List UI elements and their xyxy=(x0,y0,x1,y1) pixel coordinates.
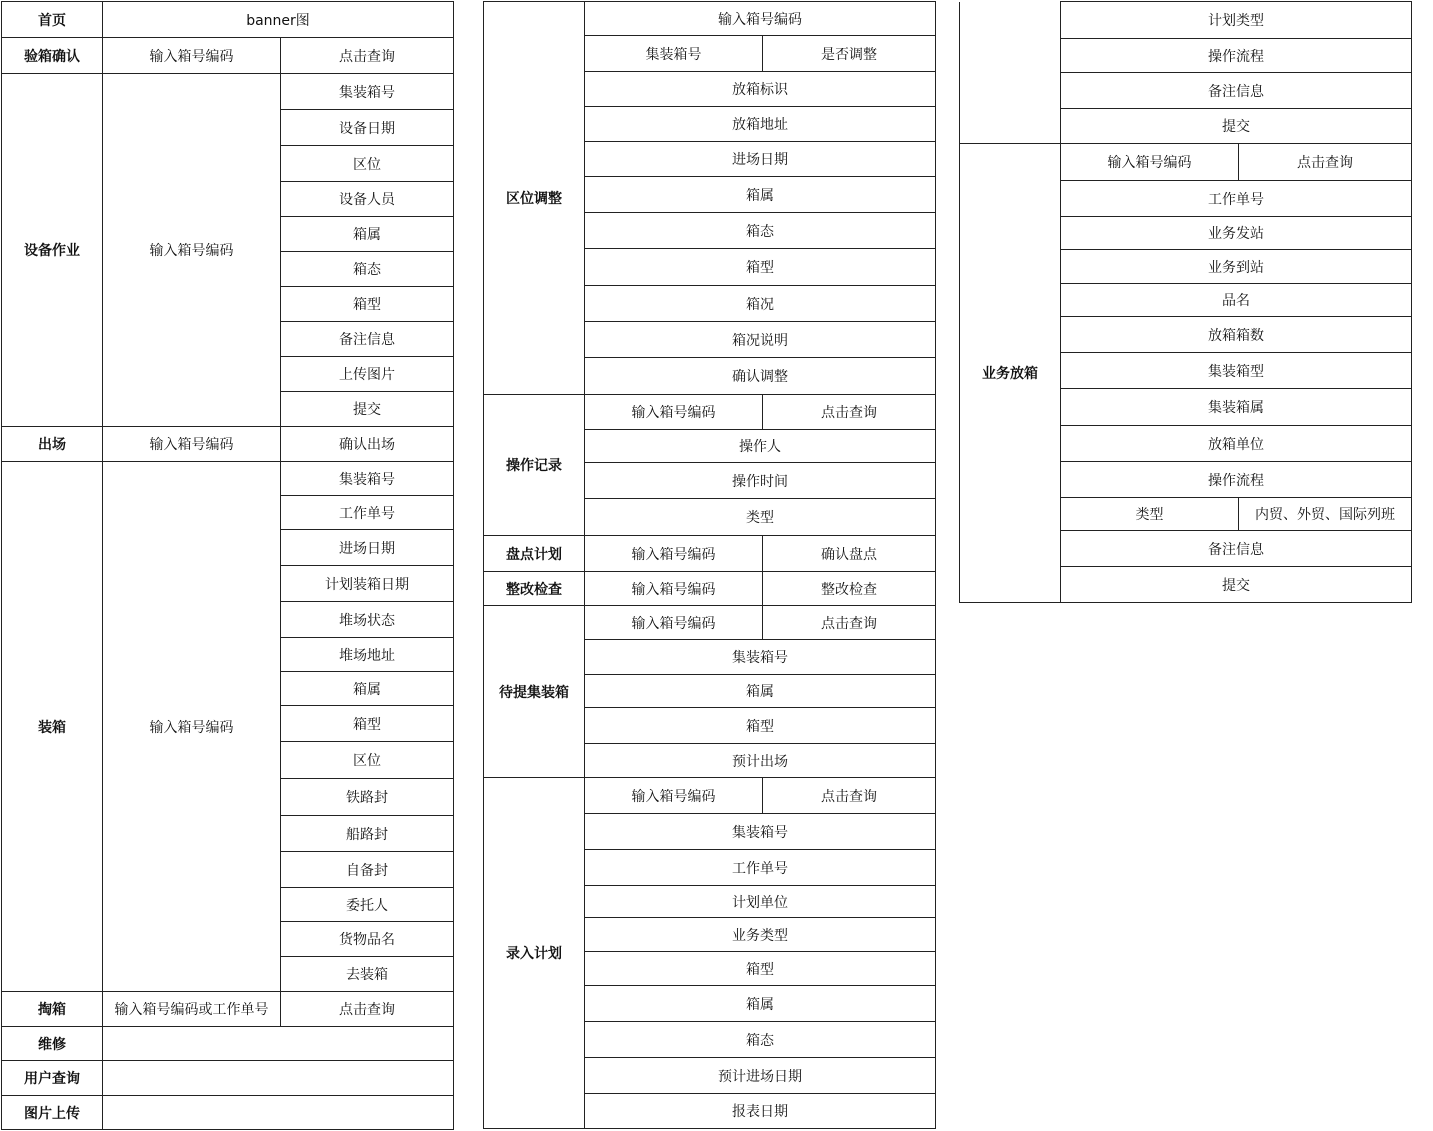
adjust-field: 箱况 xyxy=(585,286,936,322)
adjust-field: 箱型 xyxy=(585,249,936,286)
unload-label: 掏箱 xyxy=(2,992,103,1027)
equip-submit-button[interactable]: 提交 xyxy=(281,392,454,427)
equip-field: 设备日期 xyxy=(281,110,454,146)
verify-query-button[interactable]: 点击查询 xyxy=(281,38,454,74)
release-field: 业务到站 xyxy=(1061,250,1412,284)
equip-field: 箱态 xyxy=(281,252,454,287)
plan-input[interactable]: 输入箱号编码 xyxy=(585,778,763,814)
adjust-confirm-button[interactable]: 确认调整 xyxy=(585,358,936,395)
adjust-field: 放箱地址 xyxy=(585,107,936,142)
pickup-field: 预计出场 xyxy=(585,744,936,778)
image-upload-label[interactable]: 图片上传 xyxy=(2,1096,103,1130)
load-field: 铁路封 xyxy=(281,779,454,816)
load-field: 委托人 xyxy=(281,888,454,922)
plan-field-cont: 备注信息 xyxy=(1061,73,1412,109)
equip-field: 箱属 xyxy=(281,217,454,252)
equip-label: 设备作业 xyxy=(2,74,103,427)
adjust-input[interactable]: 输入箱号编码 xyxy=(585,2,936,36)
load-field: 船路封 xyxy=(281,816,454,852)
release-type-value[interactable]: 内贸、外贸、国际列班 xyxy=(1239,498,1412,531)
stock-confirm-button[interactable]: 确认盘点 xyxy=(763,536,936,572)
release-field: 工作单号 xyxy=(1061,181,1412,217)
adjust-field: 箱况说明 xyxy=(585,322,936,358)
equip-field: 设备人员 xyxy=(281,182,454,217)
adjust-field: 放箱标识 xyxy=(585,72,936,107)
oplog-field: 操作人 xyxy=(585,430,936,463)
load-field: 箱型 xyxy=(281,706,454,742)
plan-field: 计划单位 xyxy=(585,886,936,918)
pickup-field: 箱型 xyxy=(585,708,936,744)
adjust-field: 箱属 xyxy=(585,177,936,213)
release-type-label: 类型 xyxy=(1061,498,1239,531)
release-field: 备注信息 xyxy=(1061,531,1412,567)
plan-field: 工作单号 xyxy=(585,850,936,886)
load-field: 工作单号 xyxy=(281,496,454,530)
load-field: 箱属 xyxy=(281,672,454,706)
release-field: 放箱单位 xyxy=(1061,426,1412,462)
rectify-label: 整改检查 xyxy=(484,572,585,606)
module-table-middle xyxy=(483,1,936,1129)
plan-field: 业务类型 xyxy=(585,918,936,952)
release-field: 集装箱型 xyxy=(1061,353,1412,389)
equip-field: 集装箱号 xyxy=(281,74,454,110)
pickup-field: 集装箱号 xyxy=(585,640,936,675)
oplog-field: 类型 xyxy=(585,499,936,536)
repair-content xyxy=(103,1027,454,1061)
oplog-input[interactable]: 输入箱号编码 xyxy=(585,395,763,430)
release-field: 业务发站 xyxy=(1061,217,1412,250)
load-field: 进场日期 xyxy=(281,530,454,566)
release-query-button[interactable]: 点击查询 xyxy=(1239,144,1412,181)
exit-confirm-button[interactable]: 确认出场 xyxy=(281,427,454,462)
release-label: 业务放箱 xyxy=(960,144,1061,603)
oplog-query-button[interactable]: 点击查询 xyxy=(763,395,936,430)
plan-field: 箱态 xyxy=(585,1022,936,1058)
plan-field: 预计进场日期 xyxy=(585,1058,936,1094)
module-table-right xyxy=(959,1,1412,603)
user-query-label[interactable]: 用户查询 xyxy=(2,1061,103,1096)
stock-input[interactable]: 输入箱号编码 xyxy=(585,536,763,572)
oplog-label: 操作记录 xyxy=(484,395,585,536)
equip-input[interactable]: 输入箱号编码 xyxy=(103,74,281,427)
release-field: 集装箱属 xyxy=(1061,389,1412,426)
load-field: 堆场地址 xyxy=(281,638,454,672)
banner-image[interactable]: banner图 xyxy=(103,2,454,38)
load-label: 装箱 xyxy=(2,462,103,992)
load-field: 自备封 xyxy=(281,852,454,888)
image-upload-content xyxy=(103,1096,454,1130)
plan-field: 集装箱号 xyxy=(585,814,936,850)
load-field: 区位 xyxy=(281,742,454,779)
release-field: 品名 xyxy=(1061,284,1412,317)
pickup-input[interactable]: 输入箱号编码 xyxy=(585,606,763,640)
release-field: 放箱箱数 xyxy=(1061,317,1412,353)
repair-label[interactable]: 维修 xyxy=(2,1027,103,1061)
equip-field: 箱型 xyxy=(281,287,454,322)
release-field: 操作流程 xyxy=(1061,462,1412,498)
stock-label: 盘点计划 xyxy=(484,536,585,572)
pickup-label: 待提集装箱 xyxy=(484,606,585,778)
unload-input[interactable]: 输入箱号编码或工作单号 xyxy=(103,992,281,1027)
load-field: 计划装箱日期 xyxy=(281,566,454,602)
equip-upload-button[interactable]: 上传图片 xyxy=(281,357,454,392)
adjust-field: 进场日期 xyxy=(585,142,936,177)
load-field: 货物品名 xyxy=(281,922,454,957)
release-submit-button[interactable]: 提交 xyxy=(1061,567,1412,603)
equip-field: 备注信息 xyxy=(281,322,454,357)
pickup-field: 箱属 xyxy=(585,675,936,708)
exit-input[interactable]: 输入箱号编码 xyxy=(103,427,281,462)
equip-field: 区位 xyxy=(281,146,454,182)
verify-input[interactable]: 输入箱号编码 xyxy=(103,38,281,74)
module-table-left xyxy=(1,1,454,1130)
plan-label: 录入计划 xyxy=(484,778,585,1129)
home-label: 首页 xyxy=(2,2,103,38)
plan-field: 箱型 xyxy=(585,952,936,986)
user-query-content xyxy=(103,1061,454,1096)
plan-field-cont: 操作流程 xyxy=(1061,39,1412,73)
plan-submit-button[interactable]: 提交 xyxy=(1061,109,1412,144)
exit-label: 出场 xyxy=(2,427,103,462)
load-field: 集装箱号 xyxy=(281,462,454,496)
plan-field: 箱属 xyxy=(585,986,936,1022)
rectify-input[interactable]: 输入箱号编码 xyxy=(585,572,763,606)
plan-field-cont: 计划类型 xyxy=(1061,2,1412,39)
plan-field: 报表日期 xyxy=(585,1094,936,1129)
load-input[interactable]: 输入箱号编码 xyxy=(103,462,281,992)
verify-label: 验箱确认 xyxy=(2,38,103,74)
load-go-button[interactable]: 去装箱 xyxy=(281,957,454,992)
load-field: 堆场状态 xyxy=(281,602,454,638)
adjust-container-no: 集装箱号 xyxy=(585,36,763,72)
adjust-field: 箱态 xyxy=(585,213,936,249)
rectify-check-button[interactable]: 整改检查 xyxy=(763,572,936,606)
release-input[interactable]: 输入箱号编码 xyxy=(1061,144,1239,181)
oplog-field: 操作时间 xyxy=(585,463,936,499)
adjust-label: 区位调整 xyxy=(484,2,585,395)
unload-query-button[interactable]: 点击查询 xyxy=(281,992,454,1027)
plan-continued-label xyxy=(960,2,1061,144)
adjust-is-adjusted[interactable]: 是否调整 xyxy=(763,36,936,72)
plan-query-button[interactable]: 点击查询 xyxy=(763,778,936,814)
pickup-query-button[interactable]: 点击查询 xyxy=(763,606,936,640)
